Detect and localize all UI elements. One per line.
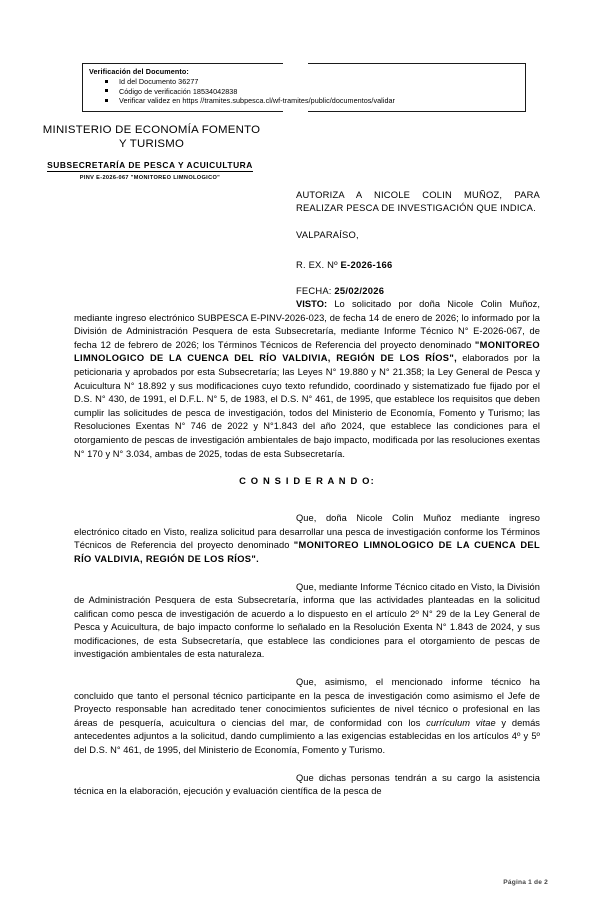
resolution-date-label: FECHA: (296, 285, 335, 297)
project-code-label: PINV E-2026-067 "MONITOREO LIMNOLOGICO" (79, 175, 221, 181)
bullet-icon (105, 99, 108, 102)
visto-label: VISTO: (296, 299, 328, 309)
verification-item-text: Verificar validez en https //tramites.subpesca.cl/wf-tramites/public/documentos/validar (119, 96, 395, 106)
document-body (74, 298, 540, 813)
bullet-icon (105, 89, 108, 92)
paragraph-considerando-4 (74, 772, 540, 799)
considerando-4-text: asistencia técnica en la elaboración, ejecución y evaluación científica de la pesca de (74, 772, 540, 797)
verification-item-text: Código de verificación 18534042838 (119, 86, 238, 96)
ministry-heading (24, 124, 279, 151)
resolution-number-value: E-2026-166 (340, 258, 393, 270)
verification-list (105, 77, 395, 106)
resolution-date-value: 25/02/2026 (334, 285, 385, 297)
considerando-3-italic-term: currículum vitae (426, 717, 496, 728)
verification-item-url (105, 96, 395, 106)
resolution-number-label: R. EX. Nº (296, 258, 341, 270)
considerando-1-text: ingreso electrónico citado en Visto, realiza solicitud para desarrollar una pesca de investigación conforme los Términos Técnicos de Referencia del proyecto denominado (74, 513, 540, 551)
considerando-heading: C O N S I D E R A N D O: (239, 475, 375, 487)
visto-project-title: "MONITOREO LIMNOLOGICO DE LA CUENCA DEL RÍO VALDIVIA, REGIÓN DE LOS RÍOS", (74, 339, 540, 364)
visto-text-end: elaborados por la peticionaria y aprobados por esta Subsecretaría; las Leyes N° 19.880 y N° 21.358; la Ley General de Pesca y Acuicultura N° 18.892 y sus modificaciones cuyo texto refundido, coordinado y sistematizado fue fijado por el D.S. N° 430, de 1991, el D.F.L. N° 5, de 1983, el D.S. N° 461, de 1995, que establece los requisitos que deben cumplir las solicitudes de pesca de investigación, todos del Ministerio de Economía, Fomento y Turismo; las Resoluciones Exentas N° 746 de 2022 y N°1.843 del año 2024, que establece las condiciones para el otorgamiento de pescas de investigación ambientales de bajo impacto, modificada por las resoluciones exentas N° 170 y N° 3.034, ambas de 2025, todas de esta Subsecretaría. (74, 353, 541, 459)
page-footer: Página 1 de 2 (503, 879, 548, 886)
considerando-1-project-title: "MONITOREO LIMNOLOGICO DE LA CUENCA DEL RÍO VALDIVIA, REGIÓN DE LOS RÍOS". (74, 540, 540, 564)
ministry-line-1: MINISTERIO DE ECONOMÍA FOMENTO (42, 124, 261, 136)
considerando-4-lead: Que dichas personas tendrán a su cargo la (296, 772, 494, 783)
verification-item-code (105, 87, 395, 97)
considerando-3-text-a: técnico ha concluido que tanto el personal técnico participante en la pesca de investigación como asimismo el Jefe de Proyecto responsable han acreditado tener conocimientos suficientes de nivel técnico o profesional en las áreas de pesquería, acuicultura o ciencias del mar, de conformidad con los (74, 677, 541, 728)
verification-item-text: Id del Documento 36277 (119, 77, 199, 86)
subsecretaria-label: SUBSECRETARÍA DE PESCA Y ACUICULTURA (47, 160, 253, 170)
resolution-number-line (296, 259, 540, 272)
resolution-date-line (296, 285, 540, 298)
paragraph-considerando-1 (74, 512, 540, 566)
verification-title: Verificación del Documento: (89, 67, 189, 76)
paragraph-considerando-2 (74, 581, 540, 663)
resolution-city: VALPARAÍSO, (296, 229, 359, 241)
paragraph-considerando-3 (74, 676, 540, 758)
resolution-header (296, 189, 540, 298)
resolution-subject: AUTORIZA A NICOLE COLIN MUÑOZ, PARA REALIZAR PESCA DE INVESTIGACIÓN QUE INDICA. (296, 189, 540, 213)
visto-text-start: Lo solicitado por doña Nicole Colin Muñoz, mediante ingreso electrónico SUBPESCA E-PINV-2026-023, de fecha 14 de enero de 2026; lo informado por la División de Administración Pesquera de esta Subsecretaría, mediante Informe Técnico N° E-2026-067, de fecha 12 de febrero de 2026; los Términos Técnicos de Referencia del proyecto denominado (74, 299, 540, 350)
document-verification-box (82, 63, 526, 112)
considerando-1-lead: Que, doña Nicole Colin Muñoz mediante (296, 513, 500, 524)
bullet-icon (105, 80, 108, 83)
considerando-2-text: Visto, la División de Administración Pesquera de esta Subsecretaría, informa que las actividades planteadas en la solicitud califican como pesca de investigación de acuerdo a lo dispuesto en el artículo 2º N° 29 de la Ley General de Pesca y Acuicultura, de bajo impacto conforme lo señalado en la Resolución Exenta N° 1.843 de 2024, y sus modificaciones, de esta Subsecretaría, que establece las condiciones para el otorgamiento de pescas de investigación ambientales de esta naturaleza. (74, 581, 540, 660)
ministry-line-2: Y TURISMO (118, 137, 185, 150)
verification-item-document-id (105, 77, 395, 87)
considerando-2-lead: Que, mediante Informe Técnico citado en (296, 581, 469, 592)
subsecretaria-heading (26, 160, 274, 170)
paragraph-visto (74, 298, 540, 461)
considerando-3-lead: Que, asimismo, el mencionado informe (296, 677, 483, 688)
considerando-3-text-b: y demás antecedentes adjuntos a la solicitud, dando cumplimiento a las exigencias establecidas en los artículos 4º y 5º del D.S. N° 461, de 1995, del Ministerio de Economía, Fomento y Turismo. (74, 717, 541, 756)
